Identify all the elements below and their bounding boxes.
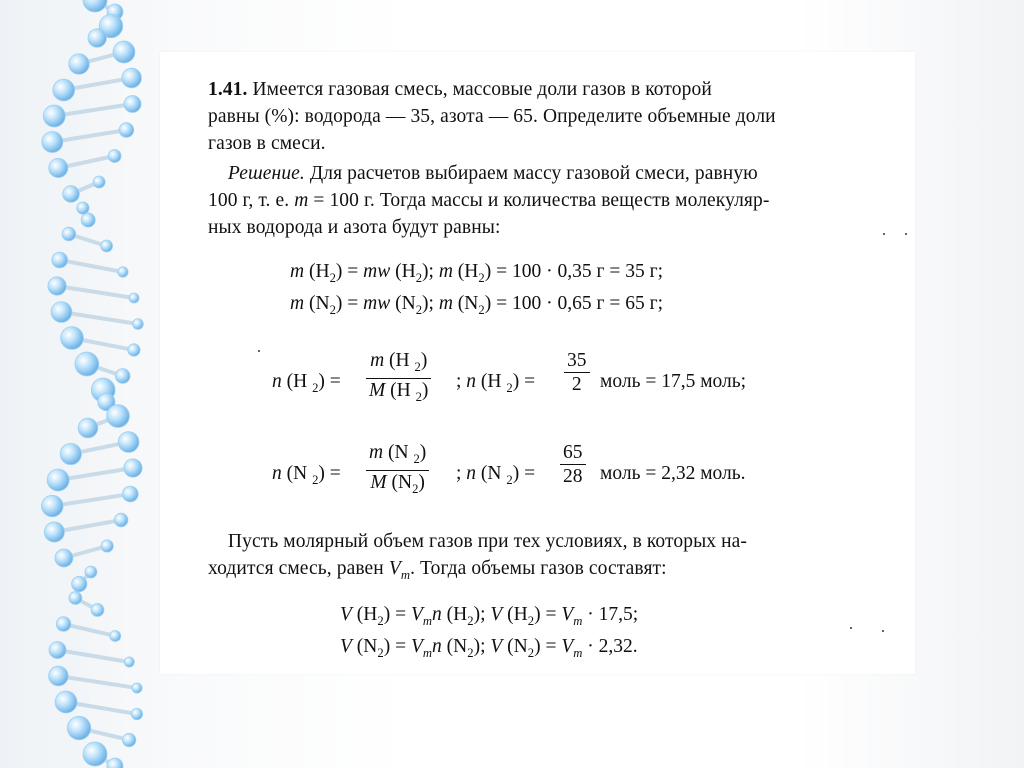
helix-bead	[122, 486, 138, 502]
scan-speck	[258, 350, 260, 352]
helix-bead	[124, 657, 134, 667]
helix-bead	[72, 576, 87, 591]
scan-speck	[850, 627, 852, 629]
helix-rod	[61, 312, 138, 324]
helix-bead	[115, 369, 130, 384]
helix-rod	[60, 260, 123, 272]
helix-bead	[61, 327, 84, 350]
helix-bead	[122, 68, 142, 88]
helix-bead	[55, 549, 73, 567]
helix-rod	[52, 494, 130, 506]
helix-bead	[88, 29, 107, 48]
helix-bead	[91, 604, 104, 617]
solution-label: Решение.	[227, 163, 305, 184]
scan-speck	[905, 233, 907, 235]
fraction-65-over-28: $\frac{65}{28}$	[560, 442, 586, 489]
solution-line-2	[208, 187, 888, 214]
equation-amount-n2-mid: ; n (N $_2$) =	[456, 463, 536, 487]
helix-bead	[118, 267, 128, 277]
helix-rod	[52, 130, 126, 142]
helix-bead	[122, 733, 135, 746]
helix-bead	[101, 540, 113, 552]
symbol-m: m	[294, 190, 309, 211]
equation-amount-h2-result: моль = 17,5 моль;	[600, 371, 747, 392]
helix-bead	[83, 0, 107, 12]
helix-bead	[128, 344, 140, 356]
helix-bead	[60, 443, 81, 464]
helix-bead	[55, 691, 77, 713]
helix-bead	[133, 319, 144, 330]
helix-bead	[77, 202, 89, 214]
fraction-35-over-2: $\frac{35}{2}$	[564, 350, 590, 397]
helix-bead	[107, 758, 123, 768]
helix-rod	[57, 286, 134, 298]
problem-line-1	[208, 76, 888, 103]
fraction-mass-over-molar-h2: $\frac{m (H _2)}{M (H _2)}$	[366, 350, 431, 409]
helix-bead	[78, 418, 98, 438]
helix-rod	[54, 104, 132, 116]
equation-mass-n2: m $(N_2)$ = mw $(N_2)$; m $(N_2) = 100 \cdot 0,65$ г = 65 г;	[290, 293, 663, 317]
problem-line-2: равны (%): водорода — 35, азота — 65. Определите объемные доли	[208, 106, 776, 127]
helix-bead	[124, 95, 141, 112]
helix-bead	[47, 469, 69, 491]
helix-bead	[62, 227, 76, 241]
helix-bead	[67, 716, 90, 739]
solution-line-1	[208, 160, 888, 187]
helix-bead	[49, 666, 69, 686]
helix-bead	[119, 123, 134, 138]
helix-bead	[49, 158, 68, 177]
helix-bead	[118, 432, 139, 453]
paragraph2-line-1: Пусть молярный объем газов при тех условиях, в которых на-	[227, 531, 747, 552]
helix-bead	[52, 252, 68, 268]
helix-bead	[49, 641, 66, 658]
equation-amount-n2-result: моль = 2,32 моль.	[600, 463, 746, 484]
equation-amount-h2-lhs: n (H $_2$) =	[272, 371, 341, 395]
helix-bead	[101, 240, 113, 252]
helix-beads	[42, 0, 144, 768]
helix-bead	[56, 617, 71, 632]
helix-rod	[58, 676, 137, 688]
helix-bead	[69, 592, 82, 605]
helix-bead	[42, 495, 64, 517]
solution-line-3: ных водорода и азота будут равны:	[208, 217, 501, 238]
helix-bead	[108, 150, 121, 163]
solution-text-2b: = 100 г. Тогда массы и количества веществ молекуляр-	[313, 190, 770, 211]
helix-bead	[129, 293, 139, 303]
helix-bead	[42, 132, 63, 153]
symbol-vm: $V_m$	[388, 558, 411, 582]
helix-bead	[53, 79, 75, 101]
paragraph2-line-2: ходится смесь, равен $V_m$. Тогда объемы газов составят:	[208, 558, 667, 582]
helix-bead	[81, 213, 95, 227]
scan-speck	[883, 233, 885, 235]
equation-amount-n2-lhs: n (N $_2$) =	[272, 463, 341, 487]
helix-bead	[43, 105, 65, 127]
equation-volume-h2: V $(H_2) = V_mn$ $(H_2)$; V $(H_2) = V_m \cdot 17,5$;	[340, 604, 639, 628]
helix-bead	[110, 630, 121, 641]
problem-number: 1.41.	[208, 79, 248, 100]
problem-line-3: газов в смеси.	[208, 133, 326, 154]
helix-bead	[51, 302, 72, 323]
fraction-mass-over-molar-n2: $\frac{m (N _2)}{M (N_2)}$	[366, 442, 429, 501]
solution-text-2a: 100 г, т. е.	[208, 190, 290, 211]
helix-bead	[93, 176, 105, 188]
solution-text-1: Для расчетов выбираем массу газовой смеси, равную	[309, 163, 758, 184]
helix-bead	[85, 566, 97, 578]
helix-bead	[48, 277, 66, 295]
helix-bead	[44, 522, 64, 542]
helix-bead	[107, 405, 130, 428]
textbook-page	[160, 52, 915, 674]
helix-bead	[132, 683, 142, 693]
scan-speck	[882, 630, 884, 632]
equation-mass-h2: m $(H_2)$ = mw $(H_2)$; m $(H_2) = 100 \cdot 0,35$ г = 35 г;	[290, 261, 663, 285]
helix-rod	[64, 624, 116, 636]
helix-bead	[131, 708, 142, 719]
equation-amount-h2-mid: ; n (H $_2$) =	[456, 371, 536, 395]
helix-bead	[113, 41, 135, 63]
helix-bead	[63, 186, 80, 203]
helix-bead	[75, 352, 99, 376]
helix-bead	[124, 459, 142, 477]
helix-rod	[57, 650, 129, 662]
problem-text-1: Имеется газовая смесь, массовые доли газов в которой	[252, 79, 712, 100]
equation-volume-n2: V $(N_2) = V_mn$ $(N_2)$; V $(N_2) = V_m \cdot 2,32$.	[340, 636, 638, 660]
helix-bead	[69, 54, 90, 75]
helix-bead	[114, 513, 128, 527]
helix-bead	[83, 742, 107, 766]
